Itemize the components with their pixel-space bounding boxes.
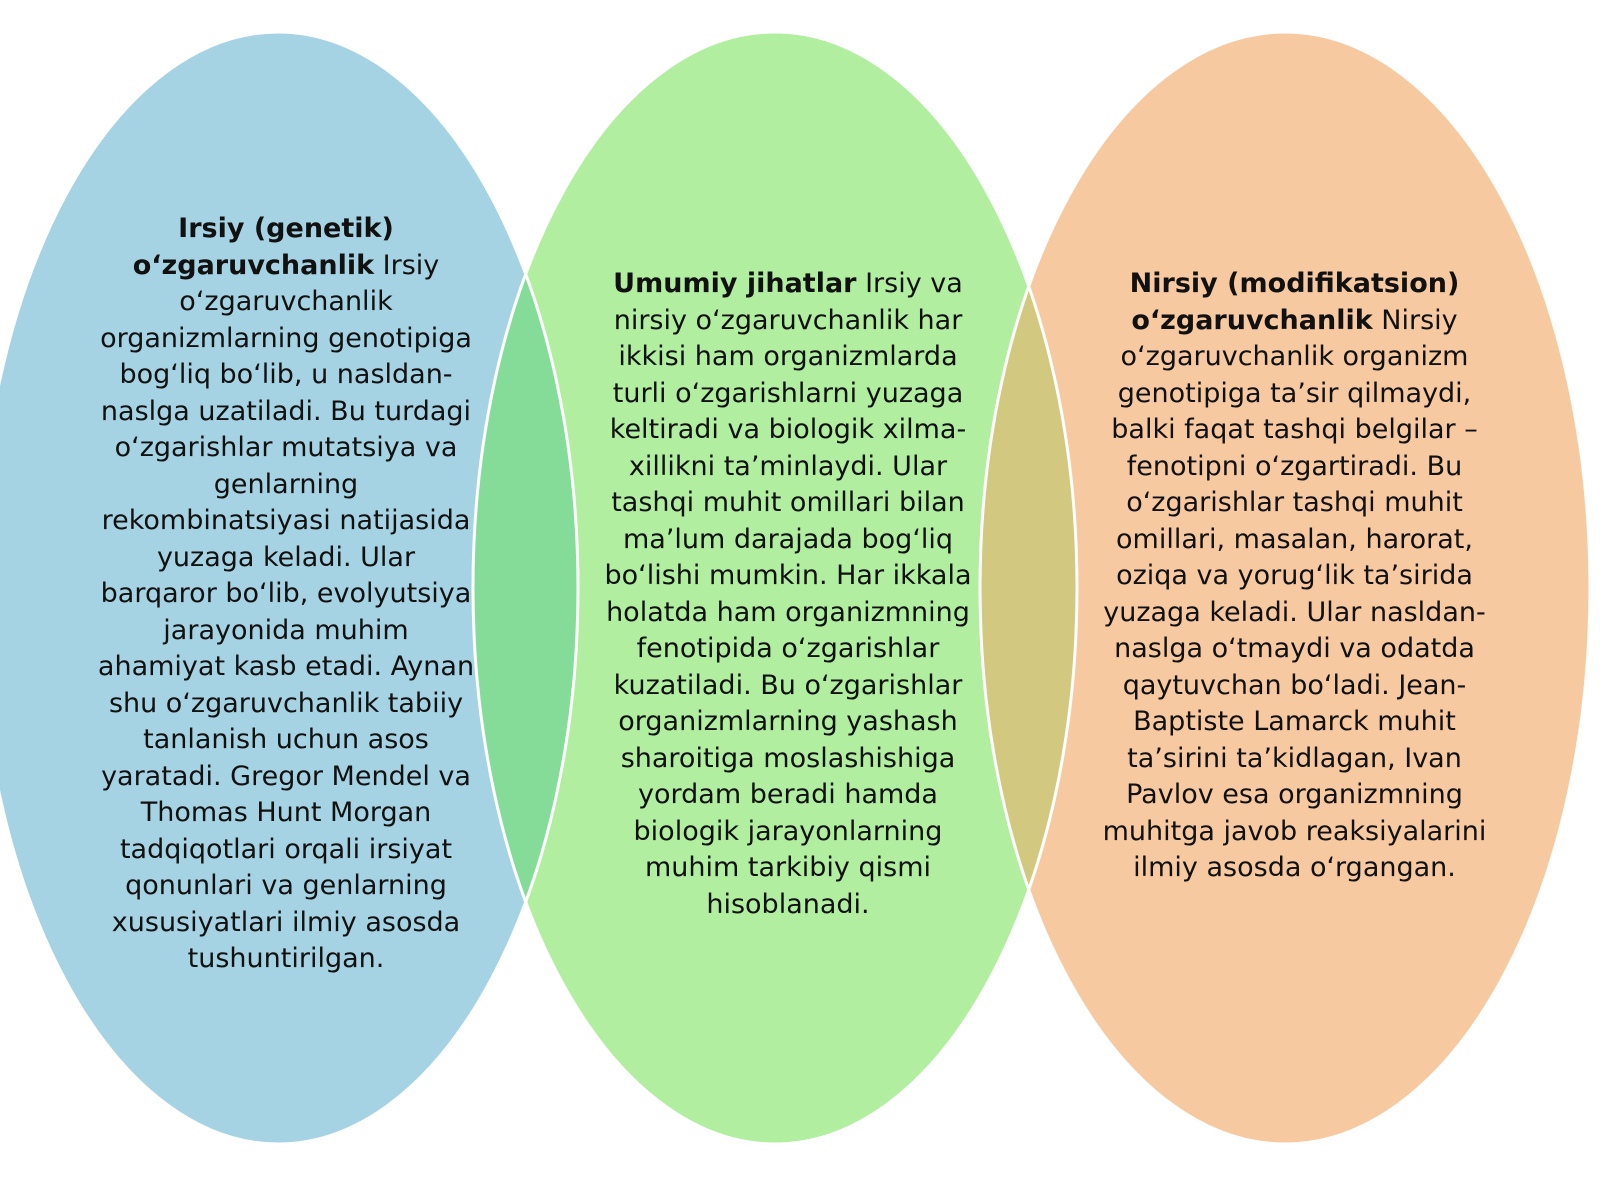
center-body: Irsiy va nirsiy o‘zgaruvchanlik har ikkisi ham organizmlarda turli o‘zgarishlarni yuzaga keltiradi va biologik xilma-xillikni ta’minlaydi. Ular tashqi muhit omillari bilan ma’lum darajada bog‘liq bo‘lishi mumkin. Har ikkala holatda ham organizmning fenotipida o‘zgarishlar kuzatiladi. Bu o‘zgarishlar organizmlarning yashash sharoitiga moslashishiga yordam beradi hamda biologik jarayonlarning muhim tarkibiy qismi hisoblanadi. bbox=[604, 268, 972, 920]
left-heading: Irsiy (genetik) o‘zgaruvchanlik bbox=[132, 213, 394, 281]
center-text-block bbox=[602, 266, 974, 923]
right-body: Nirsiy o‘zgaruvchanlik organizm genotipiga ta’sir qilmaydi, balki faqat tashqi belgilar – fenotipni o‘zgartiradi. Bu o‘zgarishlar tashqi muhit omillari, masalan, harorat, oziqa va yorug‘lik ta’sirida yuzaga keladi. Ular nasldan-naslga o‘tmaydi va odatda qaytuvchan bo‘ladi. Jean-Baptiste Lamarck muhit ta’sirini ta’kidlagan, Ivan Pavlov esa organizmning muhitga javob reaksiyalarini ilmiy asosda o‘rgangan. bbox=[1102, 304, 1487, 883]
center-heading: Umumiy jihatlar bbox=[613, 268, 857, 299]
right-text-block bbox=[1102, 266, 1487, 887]
left-text-block bbox=[96, 211, 476, 978]
left-body: Irsiy o‘zgaruvchanlik organizmlarning genotipiga bog‘liq bo‘lib, u nasldan-naslga uzatiladi. Bu turdagi o‘zgarishlar mutatsiya va genlarning rekombinatsiyasi natijasida yuzaga keladi. Ular barqaror bo‘lib, evolyutsiya jarayonida muhim ahamiyat kasb etadi. Aynan shu o‘zgaruvchanlik tabiiy tanlanish uchun asos yaratadi. Gregor Mendel va Thomas Hunt Morgan tadqiqotlari orqali irsiyat qonunlari va genlarning xususiyatlari ilmiy asosda tushuntirilgan. bbox=[97, 249, 475, 974]
right-heading: Nirsiy (modifikatsion) o‘zgaruvchanlik bbox=[1129, 268, 1460, 336]
